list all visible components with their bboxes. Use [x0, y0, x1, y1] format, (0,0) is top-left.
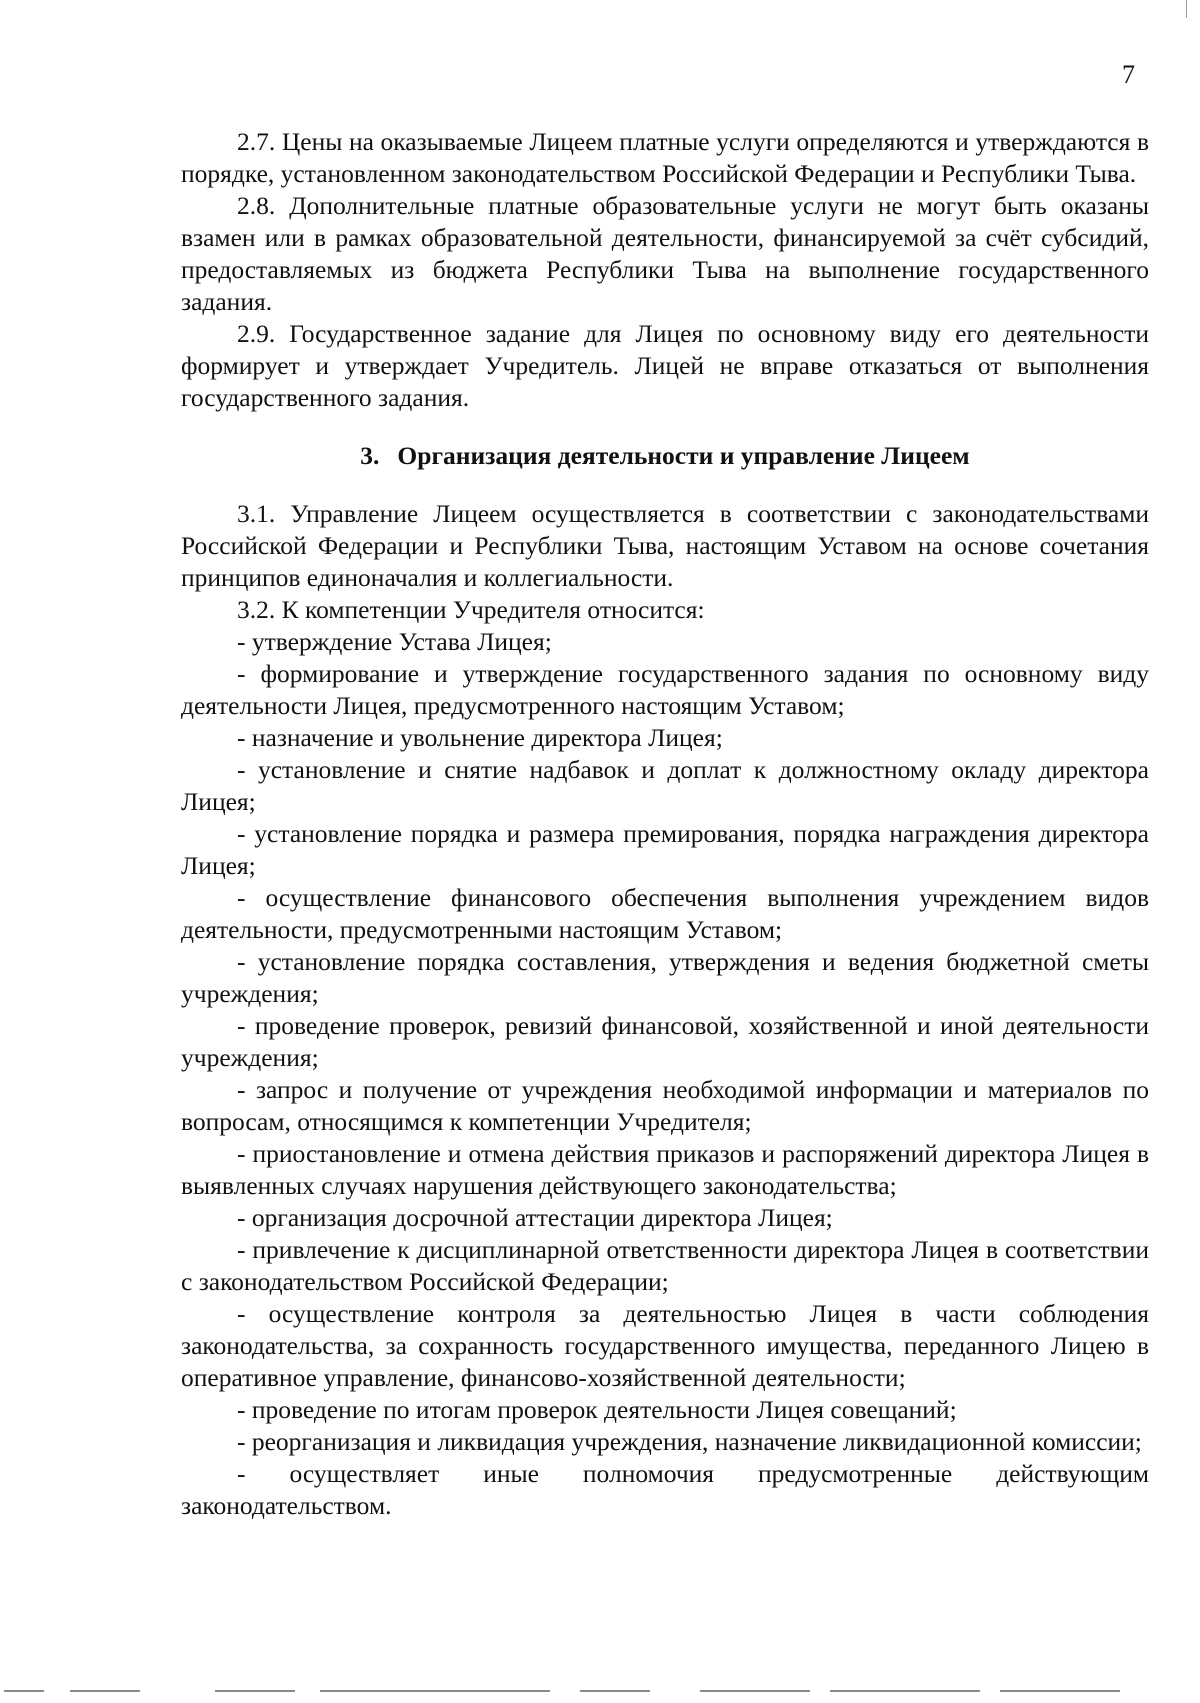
list-item: - проведение по итогам проверок деятельности Лицея совещаний;	[237, 1395, 957, 1424]
list-item: - приостановление и отмена действия приказов и распоряжений директора Лицея в выявленных случаях нарушения действующего законодательства;	[181, 1139, 1149, 1200]
page-number: 7	[1122, 60, 1135, 89]
scan-edge-mark	[1186, 0, 1187, 18]
section-heading	[181, 440, 1149, 472]
list-item: - осуществление финансового обеспечения выполнения учреждением видов деятельности, предусмотренными настоящим Уставом;	[181, 883, 1149, 944]
list-item: - проведение проверок, ревизий финансовой, хозяйственной и иной деятельности учреждения;	[181, 1011, 1149, 1072]
list-item: - осуществление контроля за деятельностью Лицея в части соблюдения законодательства, за сохранность государственного имущества, переданного Лицею в оперативное управление, финансово-хозяйственной деятельности;	[181, 1299, 1149, 1392]
section-number: 3.	[360, 441, 380, 470]
list-item: - осуществляет иные полномочия предусмотренные действующим законодательством.	[181, 1459, 1149, 1520]
scan-bottom-edge	[0, 1690, 1200, 1693]
list-item: - реорганизация и ликвидация учреждения, назначение ликвидационной комиссии;	[237, 1427, 1142, 1456]
paragraph-3-2: 3.2. К компетенции Учредителя относится:	[237, 595, 705, 624]
list-item: - утверждение Устава Лицея;	[237, 627, 552, 656]
list-item: - запрос и получение от учреждения необходимой информации и материалов по вопросам, относящимся к компетенции Учредителя;	[181, 1075, 1149, 1136]
paragraph-3-1: 3.1. Управление Лицеем осуществляется в соответствии с законодательствами Российской Федерации и Республики Тыва, настоящим Уставом на основе сочетания принципов единоначалия и коллегиальности.	[181, 499, 1149, 592]
list-item: - установление порядка составления, утверждения и ведения бюджетной сметы учреждения;	[181, 947, 1149, 1008]
list-item: - формирование и утверждение государственного задания по основному виду деятельности Лицея, предусмотренного настоящим Уставом;	[181, 659, 1149, 720]
section-title: Организация деятельности и управление Лицеем	[397, 441, 970, 470]
list-item: - установление и снятие надбавок и доплат к должностному окладу директора Лицея;	[181, 755, 1149, 816]
document-body	[181, 126, 1149, 1522]
paragraph-2-7: 2.7. Цены на оказываемые Лицеем платные услуги определяются и утверждаются в порядке, установленном законодательством Российской Федерации и Республики Тыва.	[181, 127, 1149, 188]
paragraph-2-8: 2.8. Дополнительные платные образовательные услуги не могут быть оказаны взамен или в рамках образовательной деятельности, финансируемой за счёт субсидий, предоставляемых из бюджета Республики Тыва на выполнение государственного задания.	[181, 191, 1149, 316]
list-item: - организация досрочной аттестации директора Лицея;	[237, 1203, 833, 1232]
list-item: - установление порядка и размера премирования, порядка награждения директора Лицея;	[181, 819, 1149, 880]
paragraph-2-9: 2.9. Государственное задание для Лицея по основному виду его деятельности формирует и утверждает Учредитель. Лицей не вправе отказаться от выполнения государственного задания.	[181, 319, 1149, 412]
list-item: - привлечение к дисциплинарной ответственности директора Лицея в соответствии с законодательством Российской Федерации;	[181, 1235, 1149, 1296]
list-item: - назначение и увольнение директора Лицея;	[237, 723, 723, 752]
